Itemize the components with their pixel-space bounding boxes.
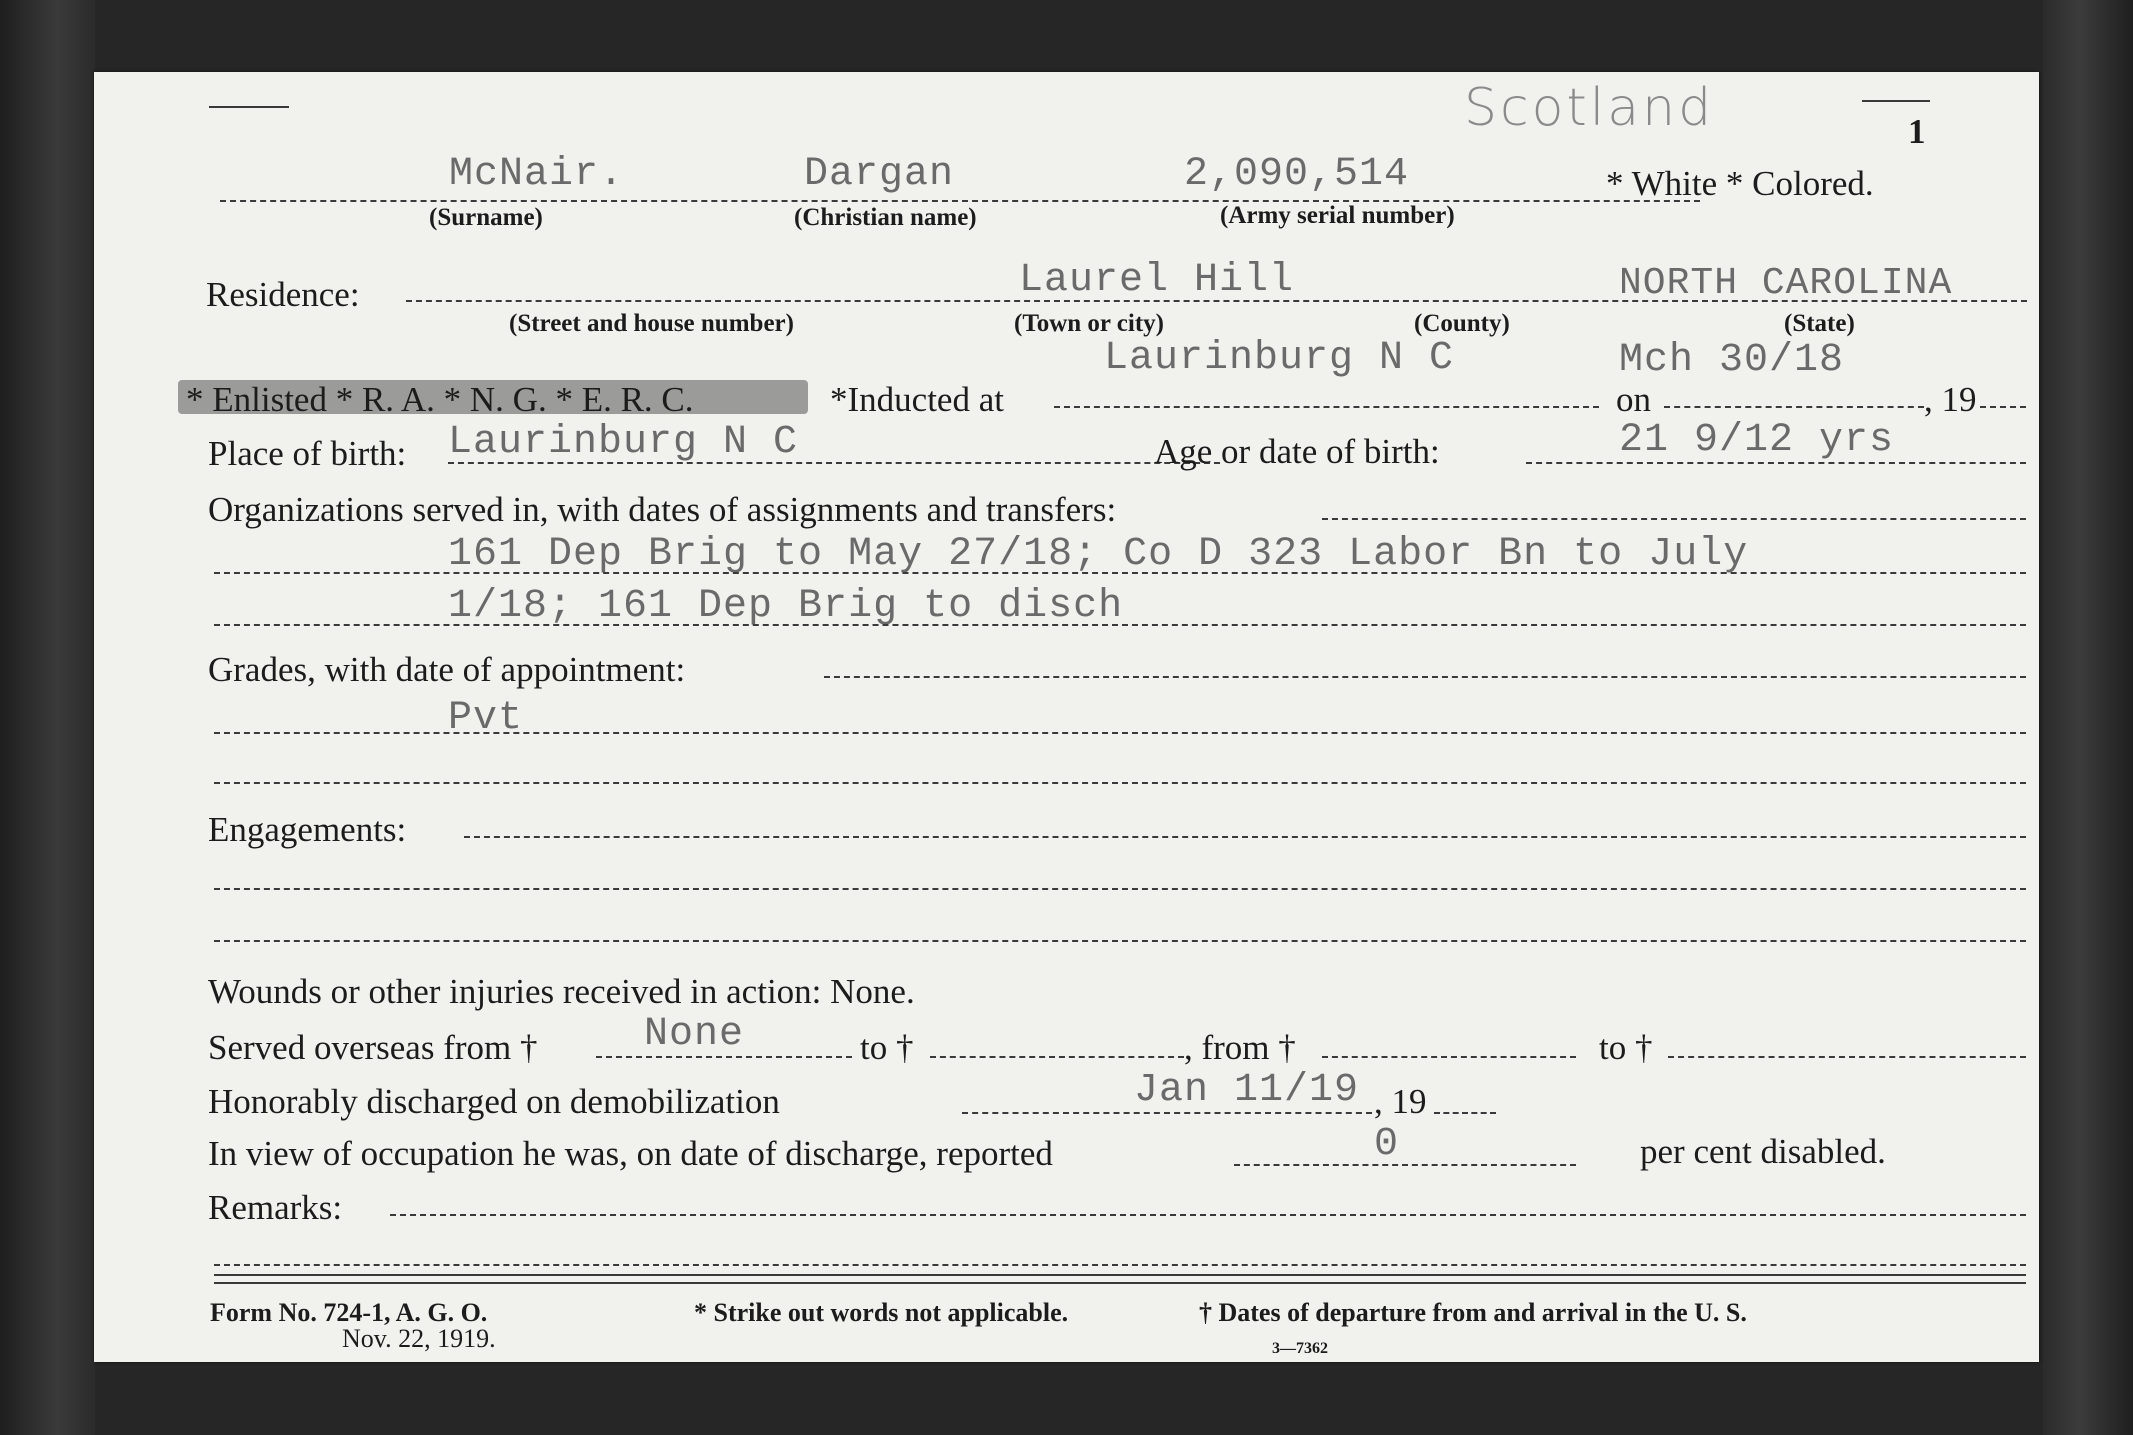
serial-number-caption: (Army serial number) [1220,202,1455,229]
scan-border-right [2043,0,2133,1435]
organizations-line-2 [214,624,2026,626]
form-number: Form No. 724-1, A. G. O. [210,1298,488,1327]
age-line [1526,462,2026,464]
scan-border-left [0,0,95,1435]
overseas-from2-label: , from † [1184,1028,1296,1067]
organizations-line-0 [1322,518,2026,520]
surname-caption: (Surname) [429,204,543,231]
strike-note: * Strike out words not applicable. [694,1298,1069,1327]
remarks-label: Remarks: [208,1188,343,1227]
overseas-to2-label: to † [1599,1028,1653,1067]
christian-name-value: Dargan [804,152,955,197]
organization-line-1: 161 Dep Brig to May 27/18; Co D 323 Labor Bn to July [448,532,1749,577]
discharge-date-value: Jan 11/19 [1134,1068,1360,1113]
organizations-label: Organizations served in, with dates of assignments and transfers: [208,490,1117,529]
christian-name-caption: (Christian name) [794,204,977,231]
discharge-line [962,1112,1372,1114]
name-line [220,200,1700,202]
disability-suffix: per cent disabled. [1640,1132,1886,1171]
footer-rule-1 [214,1274,2026,1276]
grades-line-2 [214,782,2026,784]
engagements-line-2 [214,940,2026,942]
state-caption: (State) [1784,310,1855,337]
inducted-year-line [1980,406,2026,408]
enlisted-struck-text: * Enlisted * R. A. * N. G. * E. R. C. [186,380,694,419]
overseas-to2-line [1668,1056,2026,1058]
discharge-year-label: , 19 [1374,1082,1427,1121]
state-value: NORTH CAROLINA [1619,262,1953,305]
grade-value: Pvt [448,696,524,741]
street-caption: (Street and house number) [509,310,794,337]
form-date: Nov. 22, 1919. [342,1324,496,1353]
county-note: Scotland [1464,78,1715,138]
serial-number-value: 2,090,514 [1184,152,1410,197]
overseas-to-line [930,1056,1184,1058]
surname-value: McNair. [449,152,625,197]
birth-place-value: Laurinburg N C [448,420,799,465]
disability-value: 0 [1374,1122,1400,1167]
inducted-date-line [1664,406,1924,408]
top-left-rule [209,106,289,108]
discharge-year-line [1434,1112,1496,1114]
birth-place-line [448,462,1220,464]
discharge-label: Honorably discharged on demobilization [208,1082,780,1121]
top-right-rule [1862,100,1930,102]
remarks-line-0 [390,1214,2026,1216]
overseas-from2-line [1322,1056,1576,1058]
inducted-place-value: Laurinburg N C [1104,336,1455,381]
inducted-year-label: , 19 [1924,380,1977,419]
overseas-to-label: to † [860,1028,914,1067]
town-value: Laurel Hill [1019,258,1295,303]
organizations-line-1 [214,572,2026,574]
engagements-line-0 [464,836,2026,838]
grades-line-0 [824,676,2026,678]
county-caption: (County) [1414,310,1510,337]
engagements-line-1 [214,888,2026,890]
overseas-value: None [644,1012,745,1057]
age-label: Age or date of birth: [1154,432,1440,471]
on-label: on [1616,380,1651,419]
print-code: 3—7362 [1272,1340,1328,1357]
inducted-label: *Inducted at [830,380,1004,419]
race-options: * White * Colored. [1606,164,1874,203]
disability-line [1234,1164,1576,1166]
overseas-from-line [596,1056,852,1058]
town-caption: (Town or city) [1014,310,1164,337]
grades-label: Grades, with date of appointment: [208,650,686,689]
disability-label: In view of occupation he was, on date of discharge, reported [208,1134,1053,1173]
engagements-label: Engagements: [208,810,407,849]
card-number: 1 [1908,112,1926,151]
residence-label: Residence: [206,275,360,314]
birth-place-label: Place of birth: [208,434,407,473]
remarks-line-1 [214,1264,2026,1266]
overseas-label: Served overseas from † [208,1028,538,1067]
inducted-date-value: Mch 30/18 [1619,338,1845,383]
wounds-label: Wounds or other injuries received in action: None. [208,972,915,1011]
organization-line-2: 1/18; 161 Dep Brig to disch [448,584,1124,629]
footer-rule-2 [214,1282,2026,1284]
age-value: 21 9/12 yrs [1619,418,1895,463]
service-record-card [94,72,2039,1362]
inducted-place-line [1054,406,1599,408]
grades-line-1 [214,732,2026,734]
dates-note: † Dates of departure from and arrival in the U. S. [1199,1298,1747,1327]
